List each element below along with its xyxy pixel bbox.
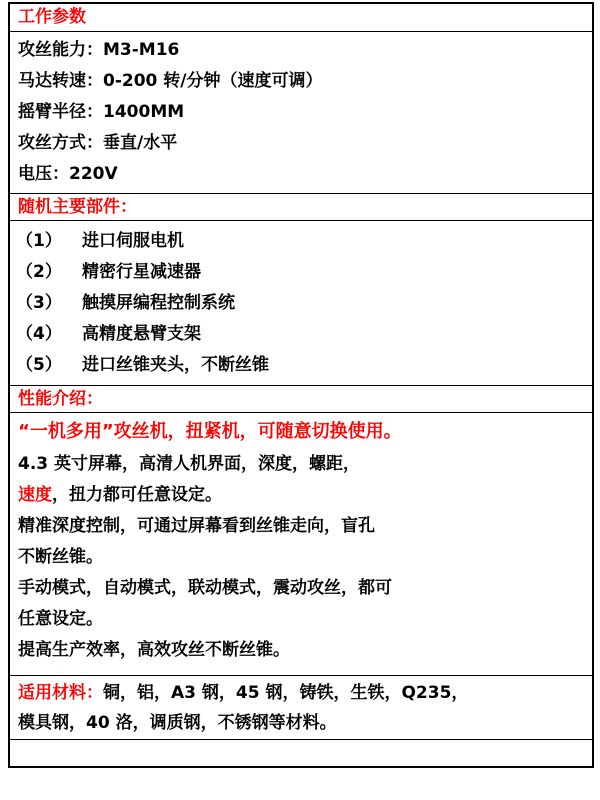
section-working-params-header: [10, 4, 592, 31]
performance-line: 提高生产效率，高效攻丝不断丝锥。: [18, 640, 290, 660]
materials-line: 模具钢，40 洛，调质钢，不锈钢等材料。: [18, 713, 337, 733]
materials-line: [18, 682, 468, 704]
spec-sheet: [8, 2, 594, 768]
section-title: 随机主要部件：: [18, 197, 137, 217]
item-text: 进口丝锥夹头，不断丝锥: [82, 355, 269, 375]
list-item: [16, 323, 201, 345]
section-components-body: [10, 220, 592, 386]
highlight-speed: 速度: [18, 485, 52, 505]
spec-line: 攻丝能力：M3-M16: [18, 40, 180, 60]
section-performance-body: [10, 412, 592, 676]
list-item: [16, 354, 269, 376]
section-materials: [10, 675, 592, 740]
section-title: 工作参数: [18, 7, 86, 27]
performance-line: 精准深度控制，可通过屏幕看到丝锥走向，盲孔: [18, 516, 375, 536]
item-number: （1）: [16, 231, 62, 251]
section-working-params-body: [10, 31, 592, 194]
materials-label: 适用材料：: [18, 683, 103, 703]
list-item: [16, 230, 184, 252]
empty-row: [10, 739, 592, 767]
materials-text: 铜，铝，A3 钢，45 钢，铸铁，生铁，Q235，: [103, 683, 469, 703]
performance-line: 手动模式，自动模式，联动模式，震动攻丝，都可: [18, 578, 392, 598]
item-number: （2）: [16, 262, 62, 282]
item-text: 高精度悬臂支架: [82, 324, 201, 344]
section-components-header: [10, 193, 592, 221]
performance-line: [18, 484, 222, 506]
spec-line: 摇臂半径：1400MM: [18, 102, 185, 122]
item-text: 精密行星减速器: [82, 262, 201, 282]
item-text: 进口伺服电机: [82, 231, 184, 251]
item-number: （5）: [16, 355, 62, 375]
spec-line: 马达转速：0-200 转/分钟（速度可调）: [18, 71, 323, 91]
performance-line: 4.3 英寸屏幕，高清人机界面，深度，螺距，: [18, 454, 361, 474]
section-performance-header: [10, 385, 592, 413]
spec-line: 攻丝方式：垂直/水平: [18, 133, 178, 153]
performance-slogan: “一机多用”攻丝机，扭紧机，可随意切换使用。: [18, 421, 402, 442]
item-number: （3）: [16, 293, 62, 313]
performance-line: 不断丝锥。: [18, 547, 103, 567]
list-item: [16, 292, 235, 314]
section-title: 性能介绍：: [18, 389, 103, 409]
list-item: [16, 261, 201, 283]
item-text: 触摸屏编程控制系统: [82, 293, 235, 313]
performance-line-rest: ，扭力都可任意设定。: [52, 485, 222, 505]
item-number: （4）: [16, 324, 62, 344]
performance-line: 任意设定。: [18, 609, 103, 629]
spec-line: 电压：220V: [18, 164, 118, 184]
